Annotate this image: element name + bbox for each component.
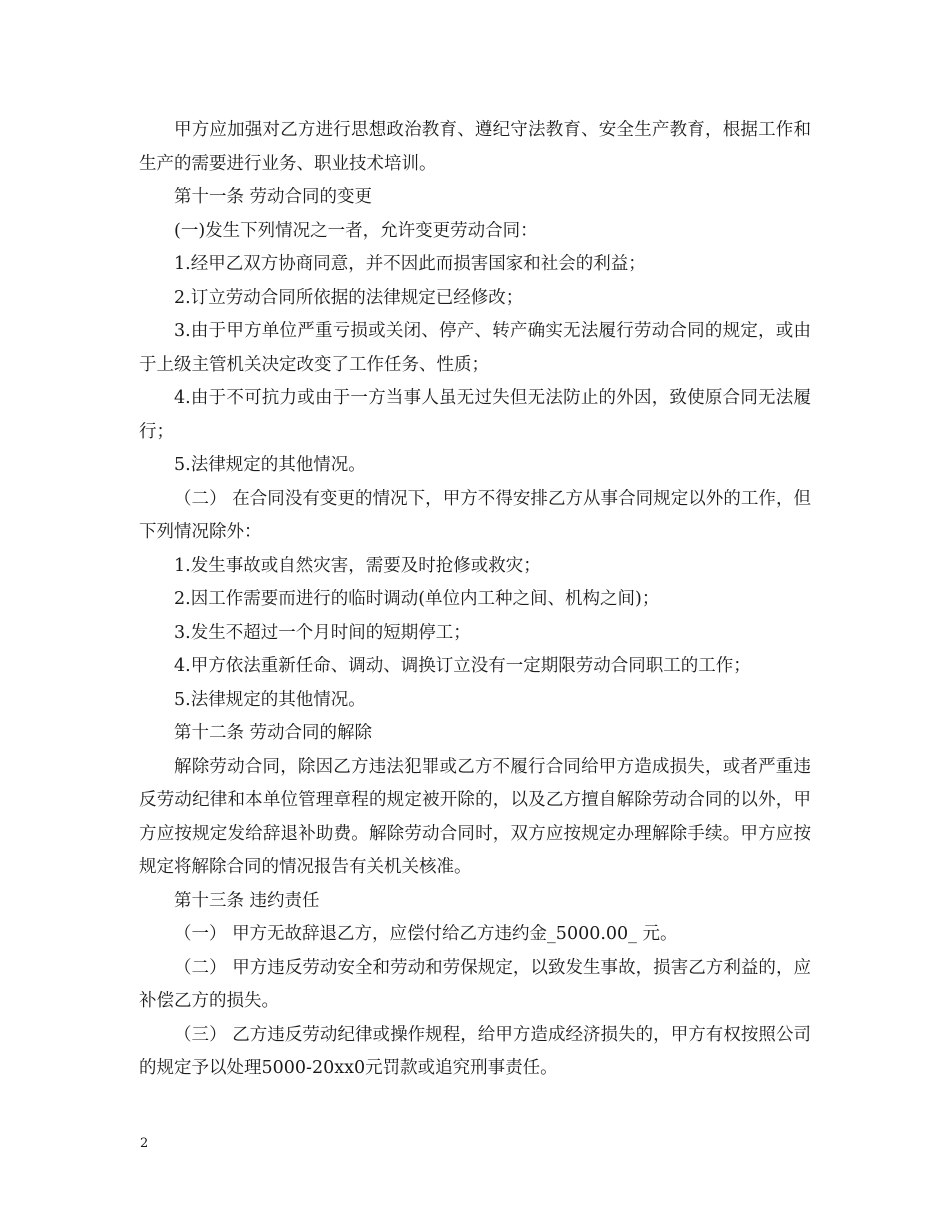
heading-article-11: 第十一条 劳动合同的变更: [174, 187, 373, 207]
heading-article-12: 第十二条 劳动合同的解除: [174, 723, 373, 743]
list-item: 5.法律规定的其他情况。: [174, 689, 366, 710]
paragraph-exceptions-intro: （二） 在合同没有变更的情况下，甲方不得安排乙方从事合同规定以外的工作，但下列情况除外：: [139, 488, 811, 542]
list-item: 2.因工作需要而进行的临时调动(单位内工种之间、机构之间)；: [174, 589, 660, 609]
paragraph-change-intro: (一)发生下列情况之一者，允许变更劳动合同：: [174, 220, 538, 241]
list-item: 1.发生事故或自然灾害，需要及时抢修或救灾；: [174, 555, 541, 576]
paragraph-liability-1: （一） 甲方无故辞退乙方，应偿付给乙方违约金_5000.00_ 元。: [174, 924, 678, 944]
paragraph-liability-3: （三） 乙方违反劳动纪律或操作规程，给甲方造成经济损失的，甲方有权按照公司的规定予以处理5000-20xx0元罚款或追究刑事责任。: [139, 1024, 811, 1078]
document-body: [139, 114, 811, 1086]
list-item: 3.由于甲方单位严重亏损或关闭、停产、转产确实无法履行劳动合同的规定，或由于上级主管机关决定改变了工作任务、性质；: [139, 321, 811, 375]
list-item: 4.由于不可抗力或由于一方当事人虽无过失但无法防止的外因，致使原合同无法履行；: [139, 388, 811, 442]
page-number: 2: [140, 1136, 149, 1151]
list-item: 4.甲方依法重新任命、调动、调换订立没有一定期限劳动合同职工的工作；: [174, 656, 751, 676]
paragraph-termination: 解除劳动合同，除因乙方违法犯罪或乙方不履行合同给甲方造成损失，或者严重违反劳动纪律和本单位管理章程的规定被开除的，以及乙方擅自解除劳动合同的以外，甲方应按规定发给辞退补助费。解除劳动合同时，双方应按规定办理解除手续。甲方应按规定将解除合同的情况报告有关机关核准。: [139, 756, 811, 877]
list-item: 1.经甲乙双方协商同意，并不因此而损害国家和社会的利益；: [174, 254, 646, 274]
list-item: 2.订立劳动合同所依据的法律规定已经修改；: [174, 287, 524, 308]
list-item: 3.发生不超过一个月时间的短期停工；: [174, 622, 471, 643]
paragraph-liability-2: （二） 甲方违反劳动安全和劳动和劳保规定，以致发生事故，损害乙方利益的，应补偿乙方的损失。: [139, 957, 811, 1011]
list-item: 5.法律规定的其他情况。: [174, 455, 366, 475]
paragraph-training: 甲方应加强对乙方进行思想政治教育、遵纪守法教育、安全生产教育，根据工作和生产的需要进行业务、职业技术培训。: [139, 120, 811, 174]
heading-article-13: 第十三条 违约责任: [174, 890, 320, 911]
